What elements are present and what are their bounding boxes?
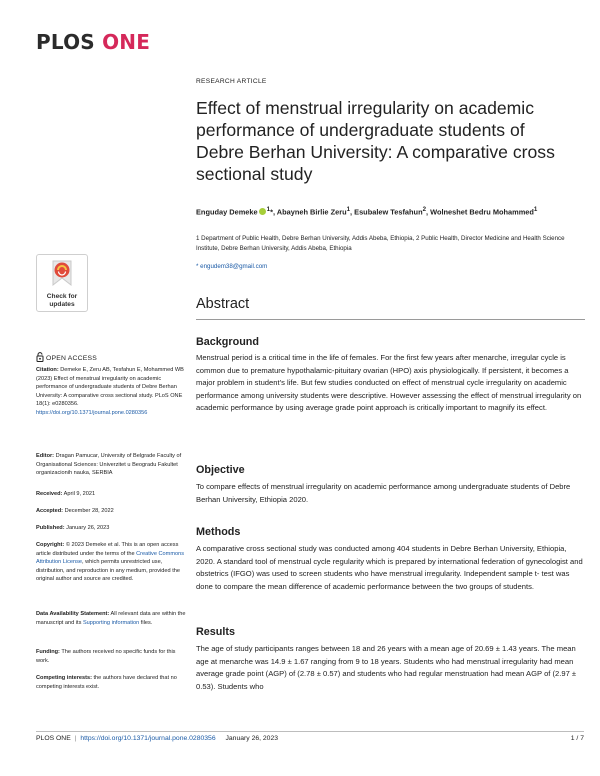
author-4[interactable]: , Wolneshet Bedru Mohammed [426,207,534,217]
article-title: Effect of menstrual irregularity on academic performance of undergraduate students of Debre Berhan University: A comparative cross sectional study [196,98,555,184]
received-date: Received: April 9, 2021 [36,491,96,497]
background-text: Menstrual period is a critical time in the life of females. For the first few years after menarche, irregular cycle is common due to premature hypothalamic-pituitary ovarian (HPO) axis physiologically. If persistent, it becomes a major problem in student’s life. But few studies conducted on effect of menstrual cycle irregularity on academic performance among university students were descriptive. However assessing the effect of menstrual irregularity on academic performance by using average grade point approach is critically important to magnify its effect. [196,353,582,413]
open-access-label: OPEN ACCESS [36,352,97,362]
orcid-icon[interactable] [259,208,266,215]
funding-block: Funding: The authors received no specific funds for this work. [36,649,176,664]
open-lock-icon [36,352,44,362]
footer-journal: PLOS ONE [36,735,71,742]
data-availability-block: Data Availability Statement: All relevant data are within the manuscript and its Supporting information files. [36,611,186,626]
author-2[interactable]: *, Abayneh Birlie Zeru [270,207,347,217]
abstract-heading: Abstract [196,296,250,312]
author-1[interactable]: Enguday Demeke [196,207,258,217]
results-text: The age of study participants ranges between 18 and 26 years with a mean age of 20.69 ± 1.43 years. The mean age at menarche was 14.9 ± 1.67 ranging from 9 to 18 years. Students who had menstrual irregularity had mean average grade point (AGP) of (2.78 ± 0.57) and students who had regular menstruation had mean AGP of (2.97 ± 0.53). Students who [196,644,577,691]
check-for-updates-badge[interactable] [36,254,88,312]
cc-license-link[interactable]: Creative Commons Attribution License [36,550,184,566]
methods-text: A comparative cross sectional study was conducted among 404 students in Debre Berhan University, Ethiopia, 2020. A standard tool of menstrual cycle regularity which is prepared by international federation of gynecologist and obstetrics (IFGO) was used to screen students who have menstrual irregularity. Independent sample t- test was done to compare the mean difference of academic performance between the two groups of students. [196,544,583,591]
logo-one: ONE [102,30,151,54]
background-heading: Background [196,336,259,348]
editor-block: Editor: Dragan Pamucar, University of Belgrade Faculty of Organisational Sciences: Univerzitet u Beogradu Fakultet organizacionih nauka, SERBIA [36,453,182,477]
published-date: Published: January 26, 2023 [36,525,110,531]
author-list: Enguday Demeke $^1$*, Abayneh Birlie Zeru$^1$, Esubalew Tesfahun$^2$, Wolneshet Bedru Mohammed$^1$ [196,206,538,217]
check-badge-line2: updates [49,301,75,309]
footer-doi-link[interactable]: https://doi.org/10.1371/journal.pone.0280356 [80,735,216,742]
objective-text: To compare effects of menstrual irregularity on academic performance among undergraduate students of Debre Berhan University, Ethiopia 2020. [196,482,571,504]
affiliations: 1 Department of Public Health, Debre Berhan University, Addis Abeba, Ethiopia, 2 Public Health, Director Medicine and Health Science Institute, Debre Berhan University, Addis Abeba, Ethiopia [196,235,565,252]
supporting-info-link[interactable]: Supporting information [82,619,140,626]
article-type: RESEARCH ARTICLE [196,78,267,85]
competing-interests-block: Competing interests: the authors have declared that no competing interests exist. [36,675,177,690]
methods-heading: Methods [196,526,241,538]
footer-divider [36,731,584,732]
footer-separator: | [74,735,77,742]
copyright-block: Copyright: © 2023 Demeke et al. This is an open access article distributed under the terms of the Creative Commons Attribution License, which permits unrestricted use, distribution, and reproduction in any medium, provided the original author and source are credited. [36,542,184,583]
author-3[interactable]: , Esubalew Tesfahun [350,207,423,217]
logo-plos: PLOS [36,30,95,54]
results-heading: Results [196,626,236,638]
citation-block: Citation: Demeke E, Zeru AB, Tesfahun E, Mohammed WB (2023) Effect of menstrual irregularity on academic performance of undergraduate students of Debre Berhan University: A comparative cross sectional study. PLoS ONE 18(1): e0280356. https://doi.org/10.1371/journal.pone.0280356 [36,367,184,416]
accepted-date: Accepted: December 28, 2022 [36,508,114,514]
check-badge-line1: Check for [46,293,78,300]
corresponding-email[interactable]: * engudem38@gmail.com [196,263,268,270]
page-number: 1 / 7 [570,735,584,742]
bookmark-ribbon-icon [50,259,74,287]
journal-logo [36,30,150,54]
page-footer [36,735,584,742]
footer-date: January 26, 2023 [225,735,279,742]
objective-heading: Objective [196,464,245,476]
abstract-divider [196,319,585,320]
citation-doi-link[interactable]: https://doi.org/10.1371/journal.pone.0280356 [36,409,148,416]
